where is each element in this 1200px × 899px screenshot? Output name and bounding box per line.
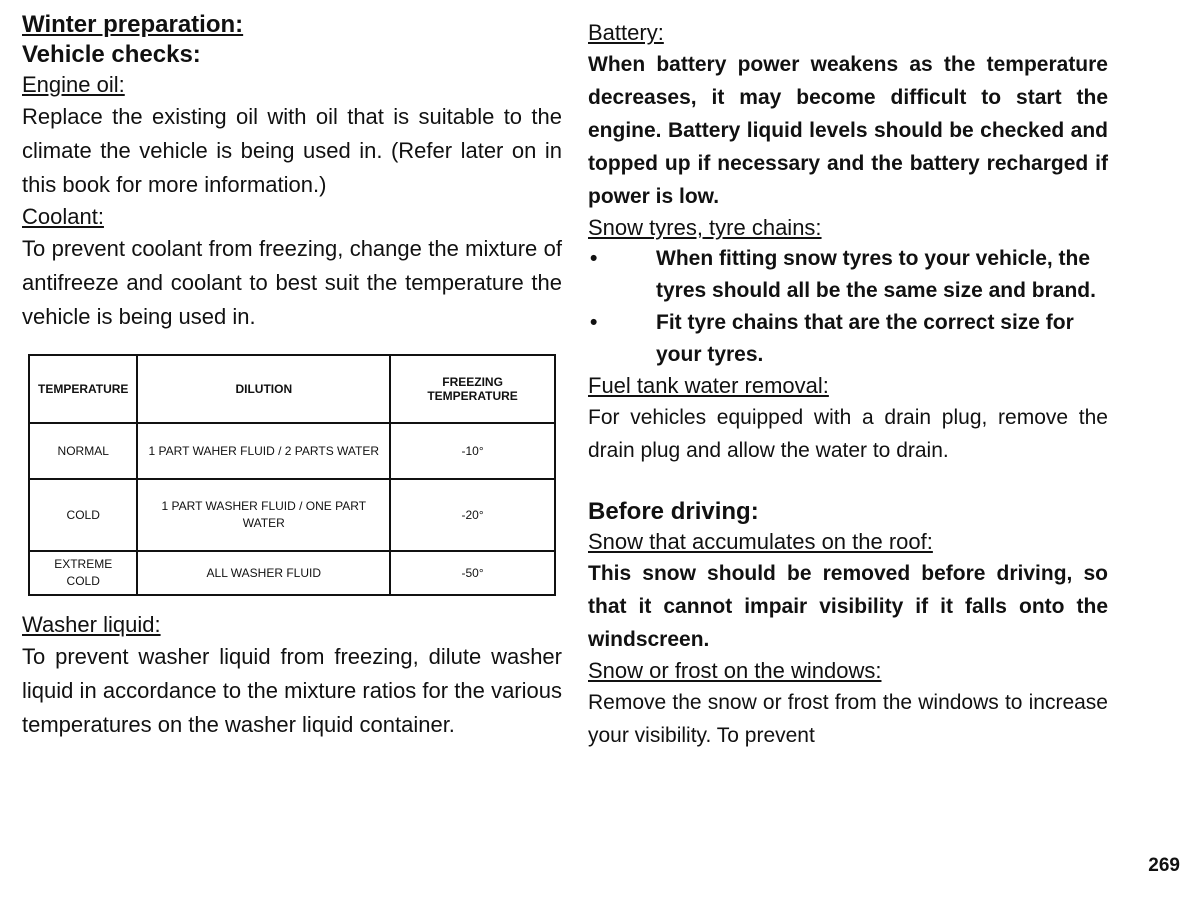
bullet-text: When fitting snow tyres to your vehicle, the tyres should all be the same size and brand. xyxy=(656,247,1096,302)
bullet-item xyxy=(588,307,1108,371)
snow-tyres-heading: Snow tyres, tyre chains: xyxy=(588,215,822,240)
roof-snow-text: This snow should be removed before driving, so that it cannot impair visibility if it falls onto the windscreen. xyxy=(588,562,1108,651)
engine-oil-heading: Engine oil: xyxy=(22,72,125,97)
page-number: 269 xyxy=(1148,855,1180,876)
washer-dilution-table xyxy=(28,354,556,596)
table-cell: -50° xyxy=(390,551,555,595)
battery-heading: Battery: xyxy=(588,20,664,45)
spacer xyxy=(588,467,1108,497)
before-driving-title: Before driving: xyxy=(588,498,759,525)
table-cell: COLD xyxy=(29,479,137,551)
table-cell: -20° xyxy=(390,479,555,551)
table-cell: 1 PART WAHER FLUID / 2 PARTS WATER xyxy=(137,423,390,479)
roof-snow-heading: Snow that accumulates on the roof: xyxy=(588,529,933,554)
table-header-cell: TEMPERATURE xyxy=(29,355,137,423)
table-header-cell: FREEZING TEMPERATURE xyxy=(390,355,555,423)
table-row xyxy=(29,479,555,551)
table-header-cell: DILUTION xyxy=(137,355,390,423)
right-column xyxy=(588,18,1108,752)
bullet-icon: • xyxy=(590,311,598,334)
table-row xyxy=(29,423,555,479)
table-cell: 1 PART WASHER FLUID / ONE PART WATER xyxy=(137,479,390,551)
washer-liquid-heading: Washer liquid: xyxy=(22,612,161,637)
section-title: Winter preparation: xyxy=(22,11,244,38)
windows-heading: Snow or frost on the windows: xyxy=(588,658,882,683)
table-row xyxy=(29,551,555,595)
bullet-icon: • xyxy=(590,247,598,270)
windows-text: Remove the snow or frost from the windows to increase your visibility. To prevent xyxy=(588,691,1108,747)
engine-oil-text: Replace the existing oil with oil that is suitable to the climate the vehicle is being used in. (Refer later on in this book for more information.) xyxy=(22,104,562,197)
coolant-heading: Coolant: xyxy=(22,204,104,229)
fuel-tank-text: For vehicles equipped with a drain plug, remove the drain plug and allow the water to drain. xyxy=(588,406,1108,462)
section-subtitle: Vehicle checks: xyxy=(22,41,201,68)
table-cell: -10° xyxy=(390,423,555,479)
bullet-text: Fit tyre chains that are the correct size for your tyres. xyxy=(656,311,1074,366)
table-header-row xyxy=(29,355,555,423)
battery-text: When battery power weakens as the temperature decreases, it may become difficult to start the engine. Battery liquid levels should be checked and topped up if necessary and the battery recharged if power is low. xyxy=(588,53,1108,208)
table-cell: NORMAL xyxy=(29,423,137,479)
table-cell: EXTREME COLD xyxy=(29,551,137,595)
washer-liquid-text: To prevent washer liquid from freezing, dilute washer liquid in accordance to the mixture ratios for the various temperatures on the washer liquid container. xyxy=(22,644,562,737)
bullet-item xyxy=(588,243,1108,307)
left-column xyxy=(22,0,562,742)
coolant-text: To prevent coolant from freezing, change the mixture of antifreeze and coolant to best suit the temperature the vehicle is being used in. xyxy=(22,236,562,329)
table-cell: ALL WASHER FLUID xyxy=(137,551,390,595)
fuel-tank-heading: Fuel tank water removal: xyxy=(588,373,829,398)
